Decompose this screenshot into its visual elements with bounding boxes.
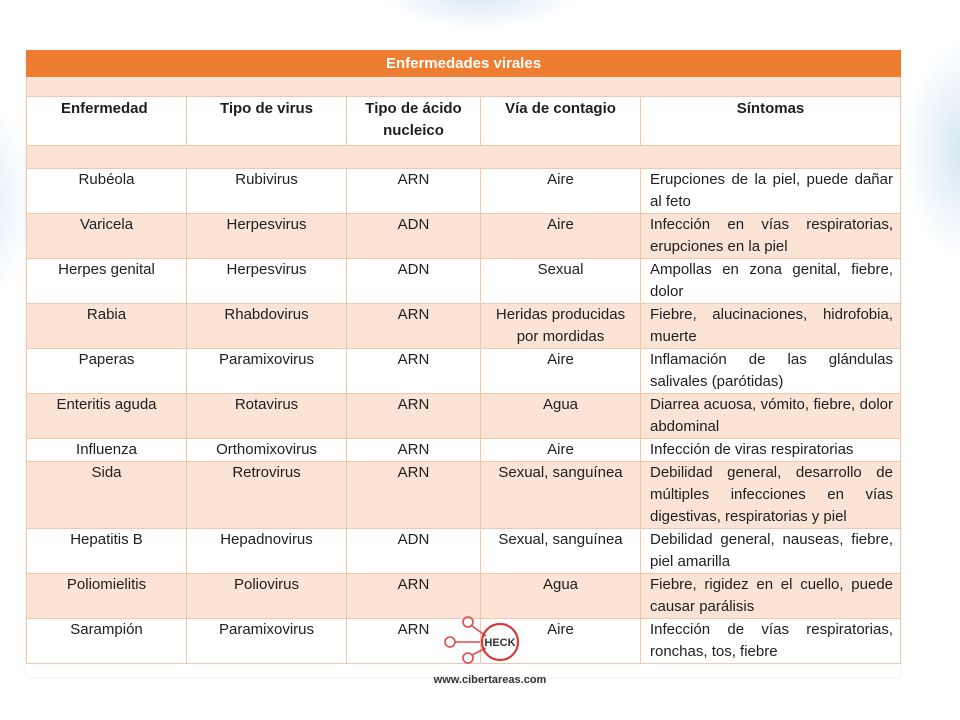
cell-tipo-virus: Rhabdovirus [187, 304, 347, 349]
cell-enfermedad: Poliomielitis [27, 574, 187, 619]
cell-enfermedad: Sarampión [27, 619, 187, 664]
logo-text: HECK [484, 637, 516, 649]
cell-sintomas: Infección de vías respiratorias, ronchas, tos, fiebre [641, 619, 901, 664]
cell-tipo-virus: Paramixovirus [187, 349, 347, 394]
column-header-row [27, 97, 901, 146]
cell-acido-nucleico: ARN [347, 304, 481, 349]
cell-acido-nucleico: ADN [347, 214, 481, 259]
cell-enfermedad: Enteritis aguda [27, 394, 187, 439]
table-row [27, 462, 901, 529]
cell-sintomas: Erupciones de la piel, puede dañar al feto [641, 169, 901, 214]
cell-tipo-virus: Orthomixovirus [187, 439, 347, 462]
table-title-row [27, 51, 901, 77]
cell-via-contagio: Aire [481, 169, 641, 214]
background-decoration-right [905, 40, 960, 260]
cell-enfermedad: Rubéola [27, 169, 187, 214]
cell-tipo-virus: Rubivirus [187, 169, 347, 214]
cell-tipo-virus: Rotavirus [187, 394, 347, 439]
cell-acido-nucleico: ADN [347, 529, 481, 574]
cell-via-contagio: Agua [481, 394, 641, 439]
spacer-row [27, 77, 901, 97]
cell-tipo-virus: Herpesvirus [187, 214, 347, 259]
cell-via-contagio: Sexual, sanguínea [481, 462, 641, 529]
cell-enfermedad: Hepatitis B [27, 529, 187, 574]
cell-sintomas: Infección en vías respiratorias, erupciones en la piel [641, 214, 901, 259]
cell-via-contagio: Aire [481, 619, 641, 664]
cell-tipo-virus: Hepadnovirus [187, 529, 347, 574]
cell-tipo-virus: Poliovirus [187, 574, 347, 619]
cell-sintomas: Diarrea acuosa, vómito, fiebre, dolor abdominal [641, 394, 901, 439]
column-header-acido-nucleico: Tipo de ácido nucleico [347, 97, 481, 146]
table-row [27, 529, 901, 574]
table-row [27, 259, 901, 304]
cell-acido-nucleico: ADN [347, 259, 481, 304]
cell-via-contagio: Sexual, sanguínea [481, 529, 641, 574]
background-decoration-top [380, 0, 580, 30]
cell-sintomas: Inflamación de las glándulas salivales (parótidas) [641, 349, 901, 394]
cell-acido-nucleico: ARN [347, 462, 481, 529]
cell-sintomas: Debilidad general, nauseas, fiebre, piel amarilla [641, 529, 901, 574]
table-row [27, 304, 901, 349]
table-row [27, 394, 901, 439]
table-row [27, 439, 901, 462]
cell-tipo-virus: Retrovirus [187, 462, 347, 529]
cell-sintomas: Fiebre, rigidez en el cuello, puede causar parálisis [641, 574, 901, 619]
table-row [27, 349, 901, 394]
cell-via-contagio: Heridas producidas por mordidas [481, 304, 641, 349]
cell-enfermedad: Rabia [27, 304, 187, 349]
cell-sintomas: Debilidad general, desarrollo de múltiples infecciones en vías digestivas, respiratorias y piel [641, 462, 901, 529]
table-sheet [26, 50, 900, 677]
column-header-enfermedad: Enfermedad [27, 97, 187, 146]
cell-via-contagio: Sexual [481, 259, 641, 304]
cell-sintomas: Ampollas en zona genital, fiebre, dolor [641, 259, 901, 304]
cell-via-contagio: Aire [481, 214, 641, 259]
heck-logo [438, 612, 548, 680]
column-header-tipo-virus: Tipo de virus [187, 97, 347, 146]
spacer-row [27, 146, 901, 169]
table-body [27, 169, 901, 664]
cell-acido-nucleico: ARN [347, 574, 481, 619]
cell-acido-nucleico: ARN [347, 349, 481, 394]
cell-via-contagio: Agua [481, 574, 641, 619]
cell-enfermedad: Influenza [27, 439, 187, 462]
watermark-url: www.cibertareas.com [433, 674, 547, 686]
table-title: Enfermedades virales [27, 51, 901, 77]
cell-acido-nucleico: ARN [347, 394, 481, 439]
cell-acido-nucleico: ARN [347, 169, 481, 214]
cell-via-contagio: Aire [481, 349, 641, 394]
cell-acido-nucleico: ARN [347, 619, 481, 664]
cell-via-contagio: Aire [481, 439, 641, 462]
cell-acido-nucleico: ARN [347, 439, 481, 462]
viral-diseases-table [26, 50, 901, 664]
cell-sintomas: Infección de viras respiratorias [641, 439, 901, 462]
cell-tipo-virus: Herpesvirus [187, 259, 347, 304]
column-header-via-contagio: Vía de contagio [481, 97, 641, 146]
cell-enfermedad: Paperas [27, 349, 187, 394]
cell-enfermedad: Sida [27, 462, 187, 529]
column-header-sintomas: Síntomas [641, 97, 901, 146]
table-row [27, 169, 901, 214]
cell-sintomas: Fiebre, alucinaciones, hidrofobia, muerte [641, 304, 901, 349]
table-row [27, 214, 901, 259]
cell-tipo-virus: Paramixovirus [187, 619, 347, 664]
cell-enfermedad: Varicela [27, 214, 187, 259]
cell-enfermedad: Herpes genital [27, 259, 187, 304]
